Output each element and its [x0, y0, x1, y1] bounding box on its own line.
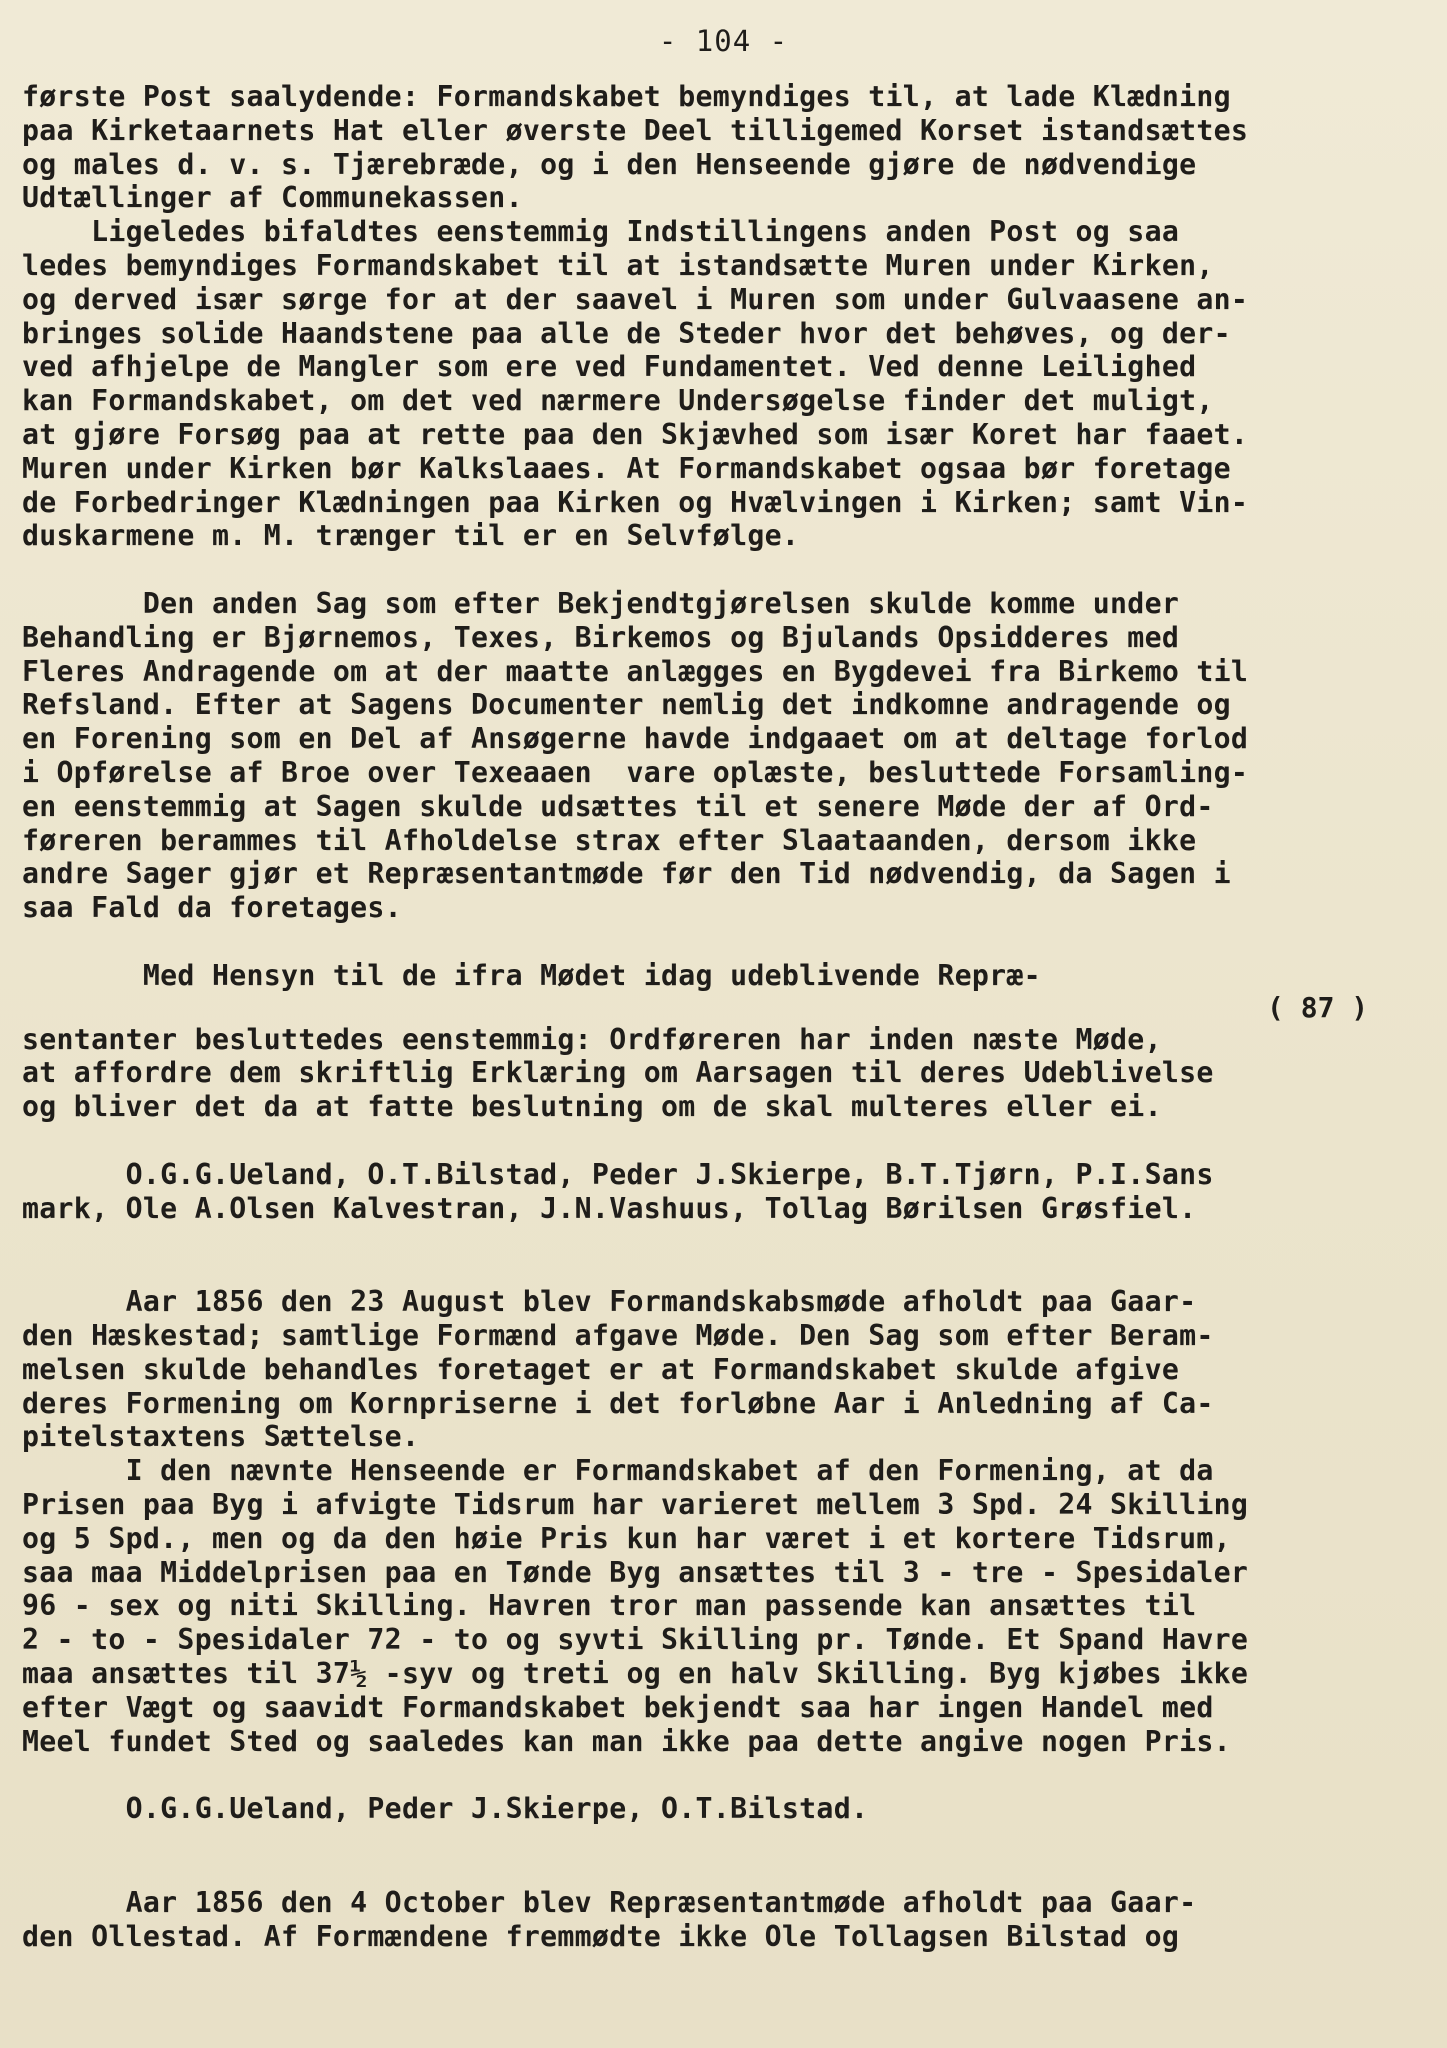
- signature-line: O.G.G.Ueland, Peder J.Skierpe, O.T.Bilstad.: [22, 1792, 869, 1826]
- text-line: at gjøre Forsøg paa at rette paa den Skjævhed som især Koret har faaet.: [22, 417, 1249, 451]
- spacer: [22, 1124, 1422, 1158]
- text-line: melsen skulde behandles foretaget er at Formandskabet skulde afgive: [22, 1352, 1180, 1386]
- signatures-block-2: [22, 1792, 1422, 1826]
- signatures-block-1: [22, 1158, 1422, 1226]
- text-line: efter Vægt og saavidt Formandskabet bekjendt saa har ingen Handel med: [22, 1690, 1214, 1724]
- text-line: 96 - sex og niti Skilling. Havren tror man passende kan ansættes til: [22, 1589, 1197, 1623]
- text-line: pitelstaxtens Sættelse.: [22, 1420, 420, 1454]
- spacer: [22, 1225, 1422, 1285]
- text-line: føreren berammes til Afholdelse strax efter Slaataanden, dersom ikke: [22, 823, 1197, 857]
- text-line: Aar 1856 den 23 August blev Formandskabsmøde afholdt paa Gaar-: [22, 1285, 1197, 1319]
- text-line: og males d. v. s. Tjærebræde, og i den Henseende gjøre de nødvendige: [22, 147, 1197, 181]
- text-line: duskarmene m. M. trænger til er en Selvfølge.: [22, 519, 800, 553]
- text-line: paa Kirketaarnets Hat eller øverste Deel tilligemed Korset istandsættes: [22, 113, 1249, 147]
- text-line: Aar 1856 den 4 October blev Repræsentantmøde afholdt paa Gaar-: [22, 1886, 1197, 1920]
- text-line: og derved især sørge for at der saavel i Muren som under Gulvaasene an-: [22, 282, 1249, 316]
- text-line: den Ollestad. Af Formændene fremmødte ikke Ole Tollagsen Bilstad og: [22, 1919, 1180, 1953]
- spacer: [22, 1826, 1422, 1886]
- text-line: at affordre dem skriftlig Erklæring om Aarsagen til deres Udeblivelse: [22, 1056, 1214, 1090]
- text-line: den Hæskestad; samtlige Formænd afgave Møde. Den Sag som efter Beram-: [22, 1319, 1214, 1353]
- text-line: kan Formandskabet, om det ved nærmere Undersøgelse finder det muligt,: [22, 384, 1214, 418]
- text-line: Muren under Kirken bør Kalkslaaes. At Formandskabet ogsaa bør foretage: [22, 451, 1231, 485]
- paragraph-section5: [22, 1886, 1422, 1954]
- page-number: - 104 -: [658, 24, 789, 58]
- text-line: Ligeledes bifaldtes eenstemmig Indstillingens anden Post og saa: [22, 215, 1180, 249]
- text-line: deres Formening om Kornpriserne i det forløbne Aar i Anledning af Ca-: [22, 1386, 1214, 1420]
- paragraph-section1: [22, 80, 1422, 553]
- text-line: Meel fundet Sted og saaledes kan man ikke paa dette angive nogen Pris.: [22, 1724, 1231, 1758]
- signature-line: O.G.G.Ueland, O.T.Bilstad, Peder J.Skierpe, B.T.Tjørn, P.I.Sans: [22, 1157, 1214, 1191]
- text-line: saa Fald da foretages.: [22, 891, 402, 925]
- text-line: i Opførelse af Broe over Texeaaen vare oplæste, besluttede Forsamling-: [22, 755, 1249, 789]
- text-line: maa ansættes til 37½ -syv og treti og en halv Skilling. Byg kjøbes ikke: [22, 1657, 1249, 1691]
- reference-number-row: [22, 990, 1422, 1024]
- text-line: sentanter besluttedes eenstemmig: Ordføreren har inden næste Møde,: [22, 1022, 1162, 1056]
- paragraph-section4: [22, 1285, 1422, 1758]
- spacer: [22, 925, 1422, 959]
- text-line: I den nævnte Henseende er Formandskabet af den Formening, at da: [22, 1454, 1214, 1488]
- text-line: ved afhjelpe de Mangler som ere ved Fundamentet. Ved denne Leilighed: [22, 350, 1197, 384]
- text-line: Fleres Andragende om at der maatte anlægges en Bygdevei fra Birkemo til: [22, 654, 1249, 688]
- paragraph-section3: [22, 959, 1422, 1124]
- text-line: bringes solide Haandstene paa alle de Steder hvor det behøves, og der-: [22, 316, 1231, 350]
- text-line: ledes bemyndiges Formandskabet til at istandsætte Muren under Kirken,: [22, 248, 1214, 282]
- text-line: Med Hensyn til de ifra Mødet idag udeblivende Repræ-: [22, 958, 1041, 992]
- reference-number: ( 87 ): [1267, 990, 1369, 1024]
- text-line: en eenstemmig at Sagen skulde udsættes til et senere Møde der af Ord-: [22, 789, 1214, 823]
- text-line: Refsland. Efter at Sagens Documenter nemlig det indkomne andragende og: [22, 688, 1231, 722]
- text-line: og bliver det da at fatte beslutning om de skal multeres eller ei.: [22, 1090, 1162, 1124]
- spacer: [22, 553, 1422, 587]
- text-line: Prisen paa Byg i afvigte Tidsrum har varieret mellem 3 Spd. 24 Skilling: [22, 1488, 1249, 1522]
- document-body: [22, 80, 1422, 1954]
- paragraph-section2: [22, 587, 1422, 925]
- text-line: en Forening som en Del af Ansøgerne havde indgaaet om at deltage forlod: [22, 722, 1249, 756]
- text-line: Udtællinger af Communekassen.: [22, 181, 523, 215]
- text-line: saa maa Middelprisen paa en Tønde Byg ansættes til 3 - tre - Spesidaler: [22, 1555, 1249, 1589]
- text-line: Den anden Sag som efter Bekjendtgjørelsen skulde komme under: [22, 586, 1180, 620]
- text-line: de Forbedringer Klædningen paa Kirken og Hvælvingen i Kirken; samt Vin-: [22, 485, 1249, 519]
- text-line: første Post saalydende: Formandskabet bemyndiges til, at lade Klædning: [22, 80, 1231, 113]
- text-line: og 5 Spd., men og da den høie Pris kun har været i et kortere Tidsrum,: [22, 1521, 1231, 1555]
- text-line: Behandling er Bjørnemos, Texes, Birkemos og Bjulands Opsidderes med: [22, 620, 1180, 654]
- signature-line: mark, Ole A.Olsen Kalvestran, J.N.Vashuus, Tollag Børilsen Grøsfiel.: [22, 1191, 1197, 1225]
- text-line: andre Sager gjør et Repræsentantmøde før den Tid nødvendig, da Sagen i: [22, 857, 1231, 891]
- text-line: 2 - to - Spesidaler 72 - to og syvti Skilling pr. Tønde. Et Spand Havre: [22, 1623, 1249, 1657]
- spacer: [22, 1758, 1422, 1792]
